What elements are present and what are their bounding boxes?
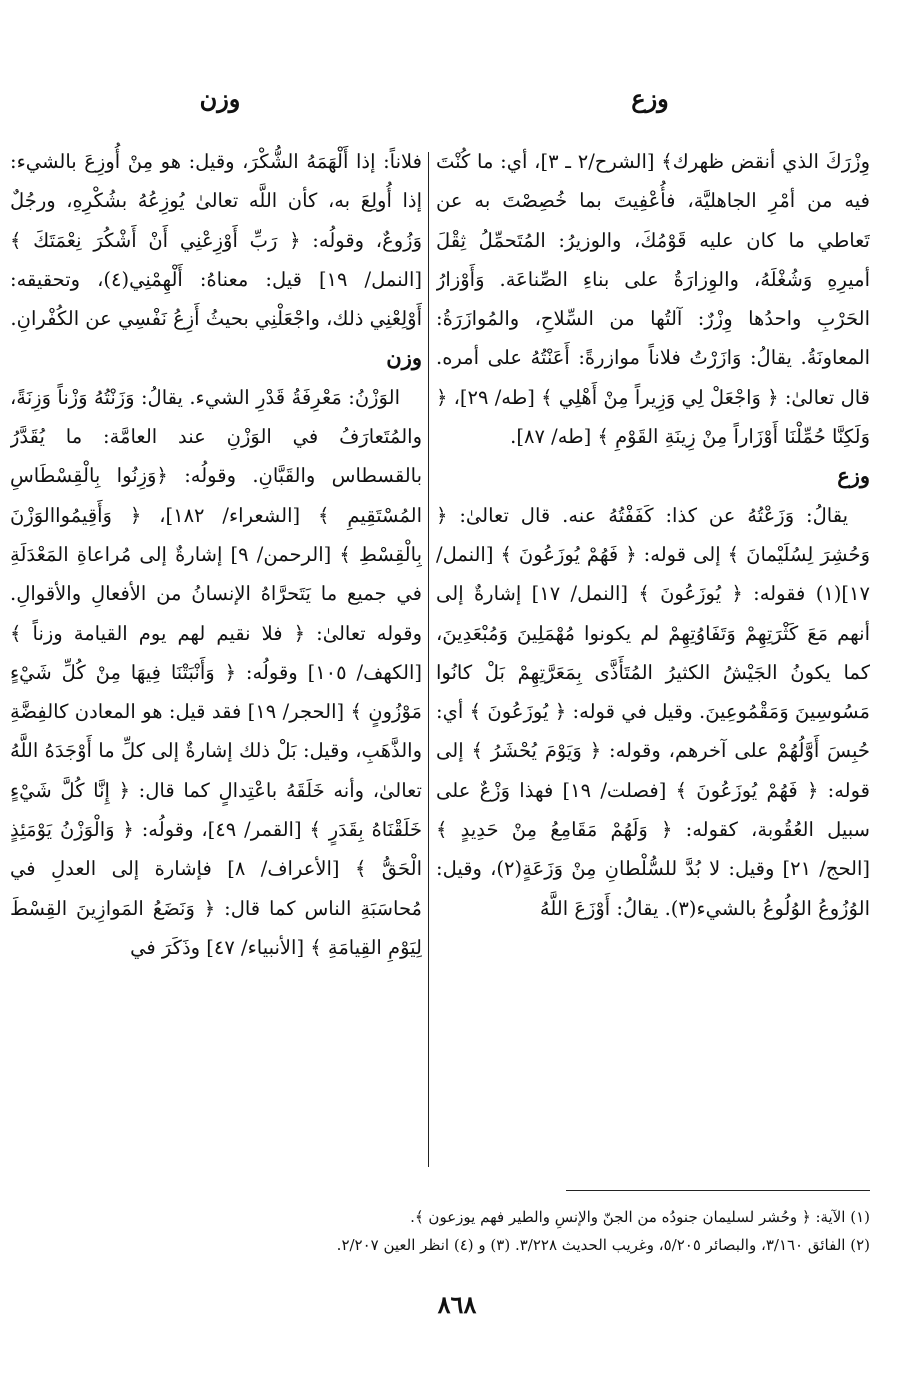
left-column-paragraph: فلاناً: إذا أَلْهَمَهُ الشُّكْرَ، وقيل: هو مِنْ أُوزِعَ بالشيء: إذا أُولِعَ به، كأن اللَّه تعالىٰ يُوزِعُهُ بشُكْرِهِ، ورجُلٌ وَزُوعٌ، وقولُه: ﴿ رَبِّ أَوْزِعْنِي أَنْ أَشْكُرَ نِعْمَتَكَ ﴾ [النمل/ ١٩] قيل: معناهُ: أَلْهِمْنِي(٤)، وتحقيقه: أَوْلِعْنِي ذلك، واجْعَلْنِي بحيثُ أَزِعُ نَفْسِي عن الكُفْرانِ. [10,150,422,331]
entry-heading-wz3: وزع [837,463,870,489]
running-header-right: وزع [631,84,669,113]
right-column [436,142,870,1182]
left-column-paragraph: الوَزْنُ: مَعْرِفَةُ قَدْرِ الشيء. يقالُ: وَزَنْتُهُ وَزْناً وَزِنَةً، والمُتَعارَفُ في الوَزْنِ عند العامَّة: ما يُقَدَّرُ بالقسطاس والقَبَّانِ. وقولُه: ﴿وَزِنُوا بِالْقِسْطَاسِ المُسْتَقِيمِ ﴾ [الشعراء/ ١٨٢]، ﴿ وَأَقِيمُواالوَزْنَ بِالْقِسْطِ ﴾ [الرحمن/ ٩] إشارةٌ إلى مُراعاةِ المَعْدَلَةِ في جميع ما يَتَحرَّاهُ الإنسانُ من الأفعالِ والأقوالِ. وقوله تعالىٰ: ﴿ فلا نقيم لهم يوم القيامة وزناً ﴾ [الكهف/ ١٠٥] وقولُه: ﴿ وَأَنْبَتْنَا فِيهَا مِنْ كُلِّ شَيْءٍ مَوْزُونٍ ﴾ [الحجر/ ١٩] فقد قيل: هو المعادن كالفِضَّةِ والذَّهَبِ، وقيل: بَلْ ذلك إشارةٌ إلى كلِّ ما أَوْجَدَهُ اللَّهُ تعالىٰ، وأنه خَلَقَهُ باعْتِدالٍ كما قال: ﴿ إِنَّا كُلَّ شَيْءٍ خَلَقْنَاهُ بِقَدَرٍ ﴾ [القمر/ ٤٩]، وقولُه: ﴿ وَالْوَزْنُ يَوْمَئِذٍ الْحَقُّ ﴾ [الأعراف/ ٨] فإشارة إلى العدلِ في مُحاسَبَةِ الناس كما قال: ﴿ وَنَضَعُ المَوازِينَ القِسْطَ لِيَوْمِ القِيامَةِ ﴾ [الأنبياء/ ٤٧] وذَكَرَ في [10,385,422,959]
left-column [10,142,422,1182]
column-divider [428,152,429,1167]
running-header-left: وزن [199,84,241,113]
footnote-1: (١) الآية: ﴿ وحُشر لسليمان جنودُه من الجنّ والإنسِ والطير فهم يوزعون ﴾. [410,1208,870,1226]
page-number: ٨٦٨ [437,1290,477,1319]
entry-heading-wzn: وزن [386,345,422,371]
right-column-paragraph: يقالُ: وَزَعْتُهُ عن كذا: كَفَفْتُهُ عنه. قال تعالىٰ: ﴿ وَحُشِرَ لِسُلَيْمانَ ﴾ إلى قوله: ﴿ فَهُمْ يُوزَعُونَ ﴾ [النمل/ ١٧](١) فقوله: ﴿ يُوزَعُونَ ﴾ [النمل/ ١٧] إشارةٌ إلى أنهم مَعَ كَثْرَتِهِمْ وَتَفَاوُتِهِمْ لم يكونوا مُهْمَلِينَ وَمُبْعَدِينَ، كما يكونُ الجَيْشُ الكثيرُ المُتَأَذَّى بِمَعَرَّتِهِمْ بَلْ كانُوا مَسُوسِينَ وَمَقْمُوعِينَ. وقيل في قوله: ﴿ يُوزَعُونَ ﴾ أي: حُبِسَ أَوَّلُهُمْ على آخرهم، وقوله: ﴿ وَيَوْمَ يُحْشَرُ ﴾ إلى قوله: ﴿ فَهُمْ يُوزَعُونَ ﴾ [فصلت/ ١٩] فهذا وَزْعٌ على سبيل العُقُوبة، كقوله: ﴿ وَلَهُمْ مَقَامِعُ مِنْ حَدِيدٍ ﴾ [الحج/ ٢١] وقيل: لا بُدَّ للسُّلْطانِ مِنْ وَزَعَةٍ(٢)، وقيل: الوُزُوعُ الوُلُوعُ بالشيء(٣). يقالُ: أَوْزَعَ اللَّهُ [436,503,870,920]
footnote-2-4: (٢) الفائق ٣/١٦٠، والبصائر ٥/٢٠٥، وغريب الحديث ٣/٢٢٨. (٣) و (٤) انظر العين ٢/٢٠٧. [336,1236,870,1254]
footnotes [60,1203,870,1259]
footnote-rule [566,1190,870,1191]
right-column-paragraph: وِزْرَكَ الذي أنقض ظهرك﴾ [الشرح/٢ ـ ٣]، أي: ما كُنْتَ فيه من أمْرِ الجاهليَّة، فأُعْفِيتَ بما خُصِصْتَ به عن تَعاطي ما كان عليه قَوْمُكَ، والوزيرُ: المُتَحمِّلُ ثِقْلَ أميرِهِ وَشُغْلَهُ، والوِزارَةُ على بناءِ الصِّناعَة. وَأَوْزارُ الحَرْبِ واحدُها وِزْرٌ: آلتُها من السِّلاحِ، والمُوازَرَةُ: المعاونَةُ. يقالُ: وَازَرْتُ فلاناً موازرةً: أَعَنْتُهُ على أمره. قال تعالىٰ: ﴿ وَاجْعَلْ لِي وَزِيراً مِنْ أَهْلِي ﴾ [طه/ ٢٩]، ﴿ وَلَكِنَّا حُمِّلْنَا أَوْزَاراً مِنْ زِينَةِ القَوْمِ ﴾ [طه/ ٨٧]. [436,150,870,449]
